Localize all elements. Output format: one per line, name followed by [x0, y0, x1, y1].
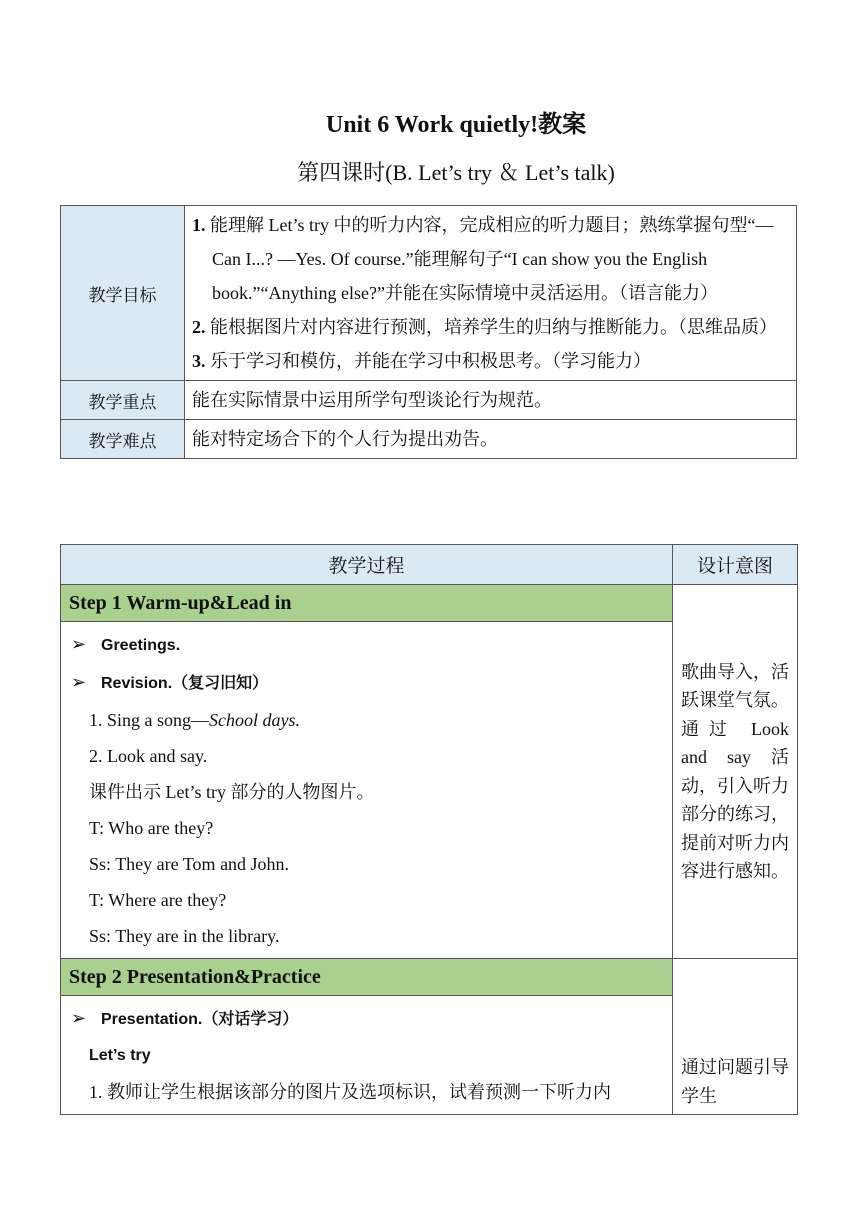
- step2-intent: 通过问题引导学生: [673, 959, 798, 1115]
- goal-item: 3. 乐于学习和模仿，并能在学习中积极思考。（学习能力）: [192, 351, 651, 371]
- key-points-text: 能在实际情景中运用所学句型谈论行为规范。: [185, 381, 797, 420]
- content-line: 2. Look and say.: [89, 746, 208, 766]
- content-line: Ss: They are Tom and John.: [89, 854, 290, 874]
- step2-title: Step 2 Presentation&Practice: [61, 959, 673, 996]
- intent-header: 设计意图: [673, 545, 798, 585]
- content-line: 课件出示 Let’s try 部分的人物图片。: [89, 782, 375, 802]
- arrow-bullet-icon: ➢: [71, 634, 87, 655]
- content-line: Ss: They are in the library.: [89, 926, 280, 946]
- step1-title: Step 1 Warm-up&Lead in: [61, 585, 673, 622]
- goal-item: 1. 能理解 Let’s try 中的听力内容，完成相应的听力题目；熟练掌握句型“—Can I...? —Yes. Of course.”能理解句子“I can show you the English book.”“Anything else?”并能在实际情境中灵活运用。（语言能力）: [192, 215, 774, 303]
- goals-label: 教学目标: [61, 206, 185, 381]
- lesson-subtitle: 第四课时(B. Let’s try ＆ Let’s talk): [297, 160, 615, 185]
- arrow-bullet-icon: ➢: [71, 672, 87, 693]
- goals-cell: [185, 206, 797, 381]
- process-header: 教学过程: [61, 545, 673, 585]
- content-line: T: Where are they?: [89, 890, 227, 910]
- document-title: Unit 6 Work quietly!教案: [325, 112, 587, 138]
- bullet-item: ➢ Presentation.（对话学习）: [69, 1000, 664, 1038]
- step2-content: [61, 996, 673, 1115]
- subsection-title: Let’s try: [89, 1047, 151, 1064]
- goal-item: 2. 能根据图片对内容进行预测，培养学生的归纳与推断能力。（思维品质）: [192, 317, 777, 337]
- process-table: [60, 544, 798, 1115]
- key-points-label: 教学重点: [61, 381, 185, 420]
- content-line: T: Who are they?: [89, 818, 214, 838]
- bullet-item: ➢ Greetings.: [69, 626, 664, 664]
- arrow-bullet-icon: ➢: [71, 1008, 87, 1029]
- objectives-table: [60, 205, 797, 459]
- content-line: 1. 教师让学生根据该部分的图片及选项标识，试着预测一下听力内: [89, 1082, 611, 1102]
- difficult-points-text: 能对特定场合下的个人行为提出劝告。: [185, 420, 797, 459]
- bullet-item: ➢ Revision.（复习旧知）: [69, 664, 664, 702]
- step1-intent: 歌曲导入，活跃课堂气氛。通过 Look and say 活动，引入听力部分的练习，提前对听力内容进行感知。: [673, 585, 798, 959]
- step1-content: [61, 622, 673, 959]
- content-line: 1. Sing a song—School days.: [89, 710, 300, 730]
- difficult-points-label: 教学难点: [61, 420, 185, 459]
